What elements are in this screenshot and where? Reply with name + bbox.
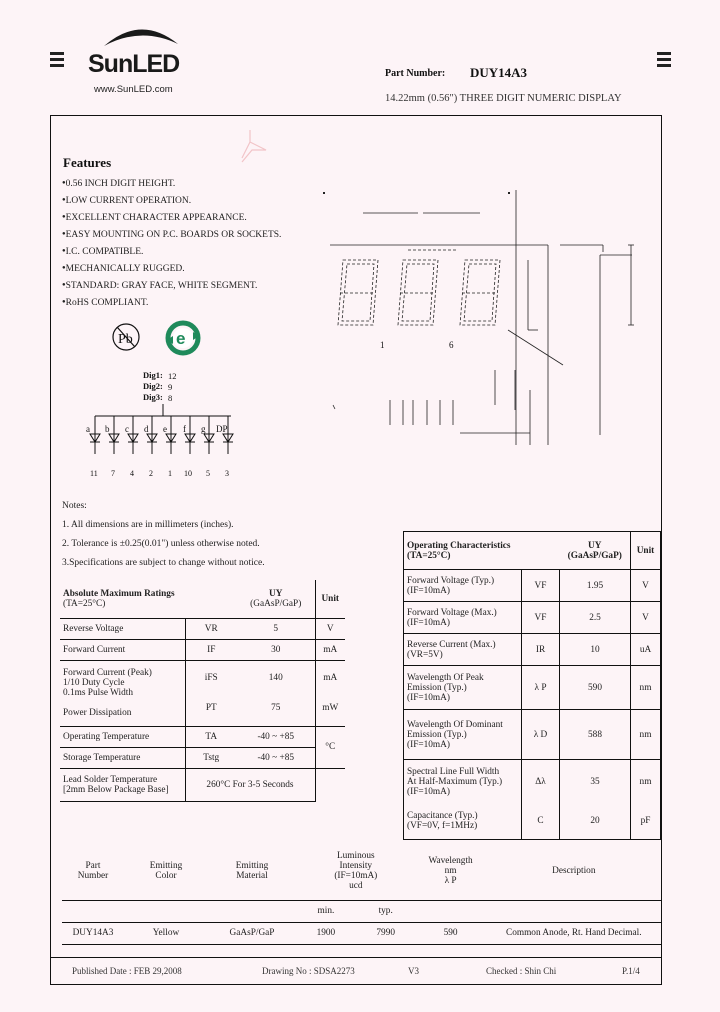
table-row: Forward Voltage (Max.) (IF=10mA) VF 2.5 V	[404, 602, 661, 634]
segment-label: d	[144, 424, 149, 434]
lead-side-view-drawing	[325, 365, 555, 445]
page-number: P.1/4	[622, 966, 640, 976]
product-description: 14.22mm (0.56") THREE DIGIT NUMERIC DISPLAY	[385, 93, 622, 104]
segment-pin: 11	[90, 469, 98, 478]
digit-pin-label: Dig2:	[143, 381, 163, 391]
header-part: Part Number	[77, 861, 109, 882]
digit-pin-number: 12	[168, 371, 177, 381]
table-row: Forward Voltage (Typ.) (IF=10mA) VF 1.95 V	[404, 570, 661, 602]
feature-item: ● 0.56 INCH DIGIT HEIGHT.	[62, 177, 281, 194]
column-material: (GaAsP/GaP)	[250, 598, 302, 609]
table-row: Operating Temperature TA -40 ~ +85 °C	[60, 726, 345, 747]
pin-6-label: 6	[449, 340, 454, 350]
feature-item: ● EASY MOUNTING ON P.C. BOARDS OR SOCKETS.	[62, 228, 281, 245]
segment-pin: 1	[168, 469, 172, 478]
operating-characteristics-table	[403, 531, 661, 840]
table-row: Lead Solder Temperature [2mm Below Package Base] 260°C For 3-5 Seconds	[60, 768, 345, 801]
checked-by: Checked : Shin Chi	[486, 966, 557, 976]
table-row: Wavelength Of Dominant Emission (Typ.) (IF=10mA) λ D 588 nm	[404, 710, 661, 760]
feature-item: ● I.C. COMPATIBLE.	[62, 245, 281, 262]
segment-pin: 7	[111, 469, 115, 478]
selection-guide-table: Part Number Emitting Color Emitting Material Luminous Intensity (IF=10mA) ucd Wavelength nm λ P Description min. typ. DUY14A3 Yellow GaAsP/GaP 1900 7990 590 Common Anode, Rt. Hand Decimal.	[62, 843, 662, 945]
website-link[interactable]: www.SunLED.com	[94, 84, 173, 95]
table-condition: (TA=25°C)	[63, 598, 106, 609]
table-row: Storage Temperature Tstg -40 ~ +85	[60, 747, 345, 768]
published-date: Published Date : FEB 29,2008	[72, 966, 182, 976]
column-unit: Unit	[321, 593, 340, 604]
digit-pin-label: Dig3:	[143, 392, 163, 402]
rohs-e-icon	[165, 320, 201, 356]
table-row: Reverse Voltage VR 5 V	[60, 618, 345, 639]
segment-pin: 3	[225, 469, 229, 478]
registration-mark-left	[50, 52, 64, 70]
note-item: 3.Specifications are subject to change without notice.	[62, 558, 265, 568]
digit-pin-label: Dig1:	[143, 370, 163, 380]
table-title: Absolute Maximum Ratings	[63, 588, 175, 599]
feature-item: ● RoHS COMPLIANT.	[62, 296, 281, 313]
digit-pin-number: 8	[168, 393, 173, 403]
features-list	[62, 177, 281, 313]
version: V3	[408, 966, 419, 976]
column-unit: Unit	[636, 545, 655, 556]
table-row: Forward Current IF 30 mA	[60, 639, 345, 660]
part-number-label: Part Number:	[385, 68, 446, 79]
segment-label: b	[105, 424, 110, 434]
column-part: UY	[588, 540, 602, 551]
feature-item: ● LOW CURRENT OPERATION.	[62, 194, 281, 211]
header-color: Emitting Color	[149, 861, 183, 882]
segment-pin: 5	[206, 469, 210, 478]
note-item: 1. All dimensions are in millimeters (inches).	[62, 520, 234, 530]
feature-item: ● EXCELLENT CHARACTER APPEARANCE.	[62, 211, 281, 228]
header-typ: typ.	[378, 906, 393, 916]
notes-section	[62, 501, 265, 577]
watermark-icon	[238, 128, 270, 168]
segment-label: DP	[216, 424, 228, 434]
segment-label: g	[201, 424, 206, 434]
absolute-max-ratings-table	[60, 580, 345, 802]
segment-label: c	[125, 424, 129, 434]
segment-pin: 10	[184, 469, 192, 478]
segment-pin: 4	[130, 469, 134, 478]
table-row: Wavelength Of Peak Emission (Typ.) (IF=10mA) λ P 590 nm	[404, 666, 661, 710]
column-part: UY	[269, 588, 283, 599]
features-title: Features	[63, 155, 112, 170]
pin-1-label: 1	[380, 340, 385, 350]
table-title: Operating Characteristics	[407, 540, 511, 551]
segment-label: a	[86, 424, 90, 434]
note-item: 2. Tolerance is ±0.25(0.01") unless otherwise noted.	[62, 539, 260, 549]
table-row: Spectral Line Full Width At Half-Maximum (Typ.) (IF=10mA) Δλ 35 nm	[404, 760, 661, 804]
table-row: Capacitance (Typ.) (VF=0V, f=1MHz) C 20 pF	[404, 804, 661, 840]
table-row: Forward Current (Peak) 1/10 Duty Cycle 0.1ms Pulse Width Power Dissipation iFS PT 140 75 mA mW	[60, 660, 345, 726]
header-material: Emitting Material	[235, 861, 269, 882]
segment-pin: 2	[149, 469, 153, 478]
feature-item: ● STANDARD: GRAY FACE, WHITE SEGMENT.	[62, 279, 281, 296]
svg-text:Pb: Pb	[118, 332, 133, 347]
table-condition: (TA=25°C)	[407, 550, 451, 561]
column-material: (GaAsP/GaP)	[567, 550, 622, 561]
digit-pin-number: 9	[168, 382, 173, 392]
sun-arc-logo-icon	[100, 22, 182, 48]
registration-mark-right	[657, 52, 671, 70]
footer	[50, 957, 662, 985]
feature-item: ● MECHANICALLY RUGGED.	[62, 262, 281, 279]
brand-logo: SunLED	[88, 50, 180, 78]
header-min: min.	[317, 906, 335, 916]
segment-label: e	[163, 424, 167, 434]
part-number: DUY14A3	[470, 65, 528, 80]
table-row: Reverse Current (Max.) (VR=5V) IR 10 uA	[404, 634, 661, 666]
notes-title: Notes:	[62, 501, 87, 511]
svg-text:e: e	[176, 329, 186, 348]
header-description: Description	[552, 866, 596, 877]
segment-label: f	[183, 424, 186, 434]
table-row: DUY14A3 Yellow GaAsP/GaP 1900 7990 590 Common Anode, Rt. Hand Decimal.	[62, 922, 662, 944]
drawing-number: Drawing No : SDSA2273	[262, 966, 355, 976]
pb-free-icon	[111, 322, 141, 352]
